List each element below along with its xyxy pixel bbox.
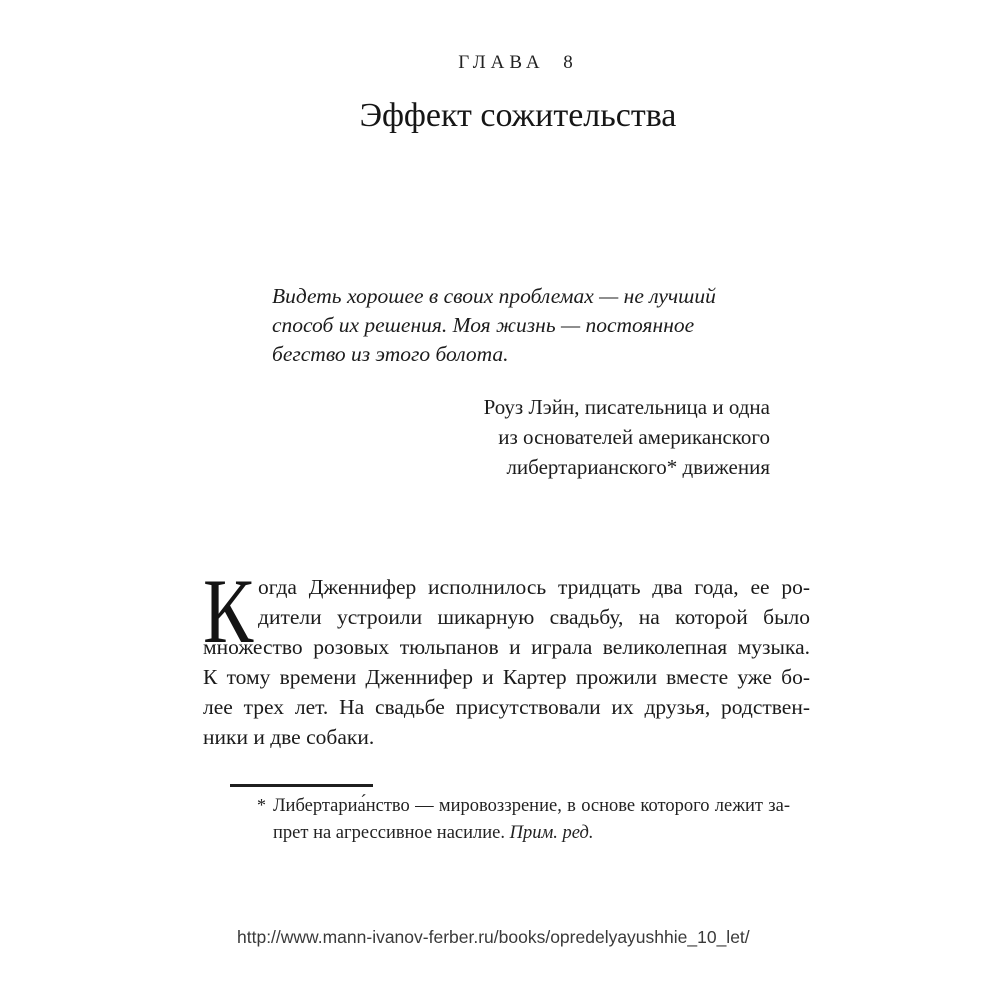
attribution-line: из основателей американского [498,425,770,449]
body-line: множество розовых тюльпанов и играла великолепная музыка. [203,635,810,659]
chapter-title: Эффект сожительства [359,97,677,134]
footnote-divider [230,784,373,787]
body-line: огда Дженнифер исполнилось тридцать два года, ее ро- [258,575,810,599]
body-paragraph [203,560,810,752]
source-url-link[interactable]: http://www.mann-ivanov-ferber.ru/books/opredelyayushhie_10_let/ [237,927,750,947]
chapter-label: ГЛАВА 8 [458,52,578,73]
footnote-asterisk: * [257,795,266,815]
body-line: лее трех лет. На свадьбе присутствовали их друзья, родствен- [203,695,810,719]
epigraph-attribution [350,392,770,482]
epigraph-line: Видеть хорошее в своих проблемах — не лучший [272,284,716,308]
footnote-text: прет на агрессивное насилие. [273,823,510,843]
body-line: дители устроили шикарную свадьбу, на которой было [258,605,810,629]
footnote-line: Либертариа́нство — мировоззрение, в основе которого лежит за- [273,796,790,816]
footnote-editor-note: Прим. ред. [509,823,594,843]
body-line: К тому времени Дженнифер и Картер прожили вместе уже бо- [203,665,810,689]
epigraph-line: бегство из этого болота. [272,342,509,366]
epigraph-line: способ их решения. Моя жизнь — постоянное [272,313,695,337]
footnote [257,793,790,847]
attribution-line: либертарианского* движения [506,455,770,479]
drop-cap-letter: К [203,560,254,662]
footnote-line [273,820,790,847]
body-line: ники и две собаки. [203,725,375,749]
epigraph-quote [272,282,752,369]
attribution-line: Роуз Лэйн, писательница и одна [483,395,770,419]
